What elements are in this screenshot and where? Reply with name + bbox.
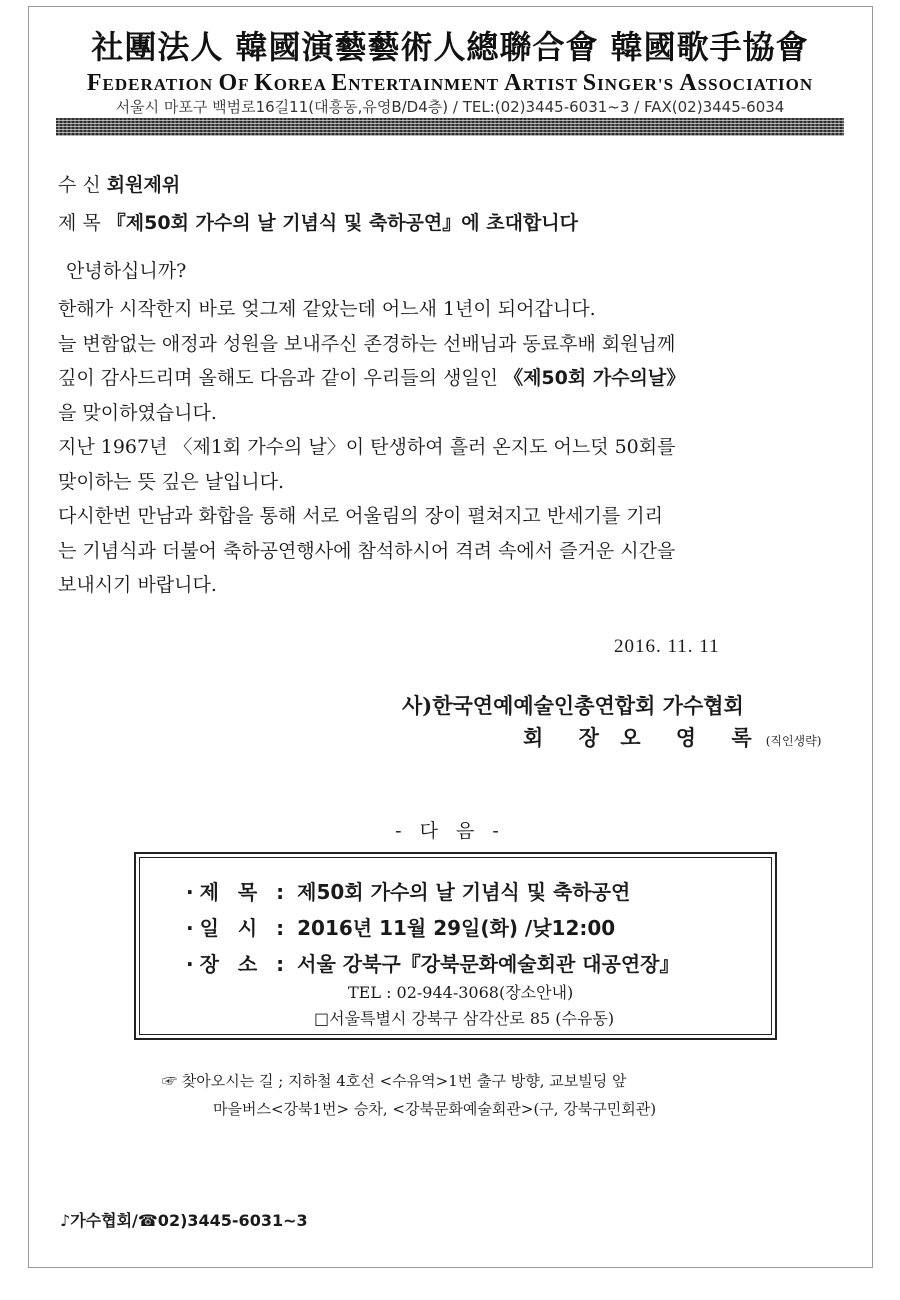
event-datetime-value: 2016년 11월 29일(화) /낮12:00 (297, 916, 616, 940)
footer-contact: ♪가수협회/☎02)3445-6031~3 (60, 1211, 308, 1230)
english-name-word: FEDERATION (86, 70, 214, 96)
event-venue-address: □서울특별시 강북구 삼각산로 85 (수유동) (314, 1009, 615, 1028)
body-line: 한해가 시작한지 바로 엊그제 같았는데 어느새 1년이 되어갑니다. (58, 298, 596, 320)
body-line: 는 기념식과 더불어 축하공연행사에 참석하시어 격려 속에서 즐거운 시간을 (58, 539, 676, 562)
body-line: 늘 변함없는 애정과 성원을 보내주신 존경하는 선배님과 동료후배 회원님께 (58, 332, 676, 355)
signature-note: (직인생략) (765, 734, 822, 748)
event-title-value: 제50회 가수의 날 기념식 및 축하공연 (297, 880, 631, 904)
signature-president (523, 722, 821, 752)
body-line: 보내시기 바랍니다. (58, 574, 217, 596)
organization-name-hanja: 社團法人 韓國演藝藝術人總聯合會 韓國歌手協會 (91, 28, 809, 66)
event-venue-value: 서울 강북구『강북문화예술회관 대공연장』 (297, 952, 680, 976)
next-heading: - 다 음 - (395, 820, 505, 842)
organization-address: 서울시 마포구 백범로16길11(대흥동,유영B/D4층) / TEL:(02)3445-6031~3 / FAX(02)3445-6034 (115, 98, 785, 116)
subject-value: 『제50회 가수의 날 기념식 및 축하공연』에 초대합니다 (106, 212, 579, 234)
english-name-word: SINGER'S (582, 70, 675, 96)
english-name-word: OF (218, 70, 249, 96)
event-venue-row (186, 948, 680, 977)
english-name-word: ENTERTAINMENT (331, 70, 499, 96)
body-line: 다시한번 만남과 화합을 통해 서로 어울림의 장이 펼쳐지고 반세기를 기리 (58, 505, 663, 527)
body-line: 을 맞이하였습니다. (58, 401, 217, 424)
event-title-row (186, 876, 630, 905)
english-name-word: KOREA (254, 70, 326, 96)
body-line (58, 361, 848, 396)
signature-name: 오 영 록 (620, 725, 766, 750)
header-pattern-bar (56, 118, 844, 136)
event-datetime-label: ·일 시 : (186, 916, 291, 940)
body-line-text: 깊이 감사드리며 올해도 다음과 같이 우리들의 생일인 (58, 367, 505, 389)
signature-organization: 사)한국연예예술인총연합회 가수협회 (402, 693, 744, 718)
subject-label: 제 목 (58, 212, 101, 234)
event-name-emphasis: 《제50회 가수의날》 (504, 367, 686, 389)
event-datetime-row (186, 912, 615, 941)
event-details-box (134, 852, 777, 1040)
event-venue-tel: TEL : 02-944-3068(장소안내) (348, 983, 574, 1002)
recipient-value: 회원제위 (106, 174, 181, 196)
directions-line: 마을버스<강북1번> 승차, <강북문화예술회관>(구, 강북구민회관) (213, 1100, 657, 1118)
english-name-word: ASSOCIATION (679, 70, 814, 96)
recipient-label: 수 신 (58, 174, 101, 196)
letter-body (58, 292, 848, 603)
signature-title: 회 장 (523, 725, 613, 750)
english-name-word: ARTIST (504, 70, 578, 96)
body-line: 지난 1967년 〈제1회 가수의 날〉이 탄생하여 흘러 온지도 어느덧 50회를 (58, 436, 676, 458)
greeting: 안녕하십니까? (66, 260, 187, 282)
subject-line (58, 208, 578, 235)
body-line: 맞이하는 뜻 깊은 날입니다. (58, 470, 285, 493)
recipient-line (58, 170, 180, 197)
letter-date: 2016. 11. 11 (614, 636, 720, 657)
directions-line: ☞ 찾아오시는 길 ; 지하철 4호선 <수유역>1번 출구 방향, 교보빌딩 앞 (162, 1072, 627, 1090)
event-title-label: ·제 목 : (186, 880, 291, 904)
organization-name-english (0, 70, 900, 97)
event-venue-label: ·장 소 : (186, 952, 291, 976)
